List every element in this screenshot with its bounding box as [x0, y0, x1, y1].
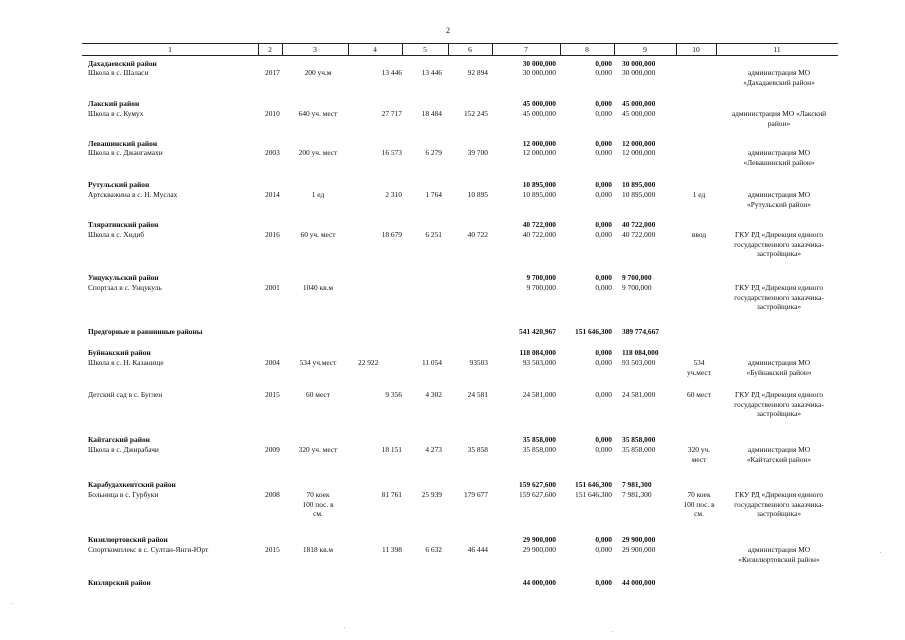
federal-funds-cell: 151 646,300	[575, 480, 612, 489]
district-name: Карабудахкентский район	[88, 480, 176, 489]
district-name: Буйнакский район	[88, 348, 151, 357]
page-number: 2	[446, 26, 450, 35]
table-header	[82, 44, 838, 55]
unit-cell: 320 уч. мест	[687, 445, 711, 464]
header-divider	[348, 44, 349, 56]
cost-cell-5: 18 484	[421, 109, 442, 118]
unit-cell: ввод	[691, 230, 707, 239]
district-name: Кайтагский район	[88, 435, 150, 444]
federal-funds-cell: 0,000	[595, 190, 612, 199]
total-cost-cell: 45 000,000	[522, 109, 556, 118]
regional-funds-cell: 24 581,000	[622, 390, 656, 399]
year-cell: 2014	[265, 190, 280, 199]
object-name: Школа в с. Н. Казанище	[88, 358, 164, 367]
cost-cell-6: 40 722	[467, 230, 488, 239]
capacity-cell: 70 коек 100 пос. в см.	[302, 490, 334, 518]
regional-funds-cell: 30 000,000	[622, 68, 656, 77]
object-name: Школа в с. Джирабачи	[88, 445, 159, 454]
total-cost-cell: 159 627,600	[519, 490, 556, 499]
column-header-5: 5	[423, 45, 427, 54]
total-cost-cell: 35 858,000	[522, 445, 556, 454]
header-divider	[282, 44, 283, 56]
total-cost-cell: 29 900,000	[522, 545, 556, 554]
responsible-cell: ГКУ РД «Дирекция единого государственного заказчика- застройщика»	[734, 490, 824, 518]
regional-funds-cell: 12 000,000	[622, 139, 656, 148]
district-name: Лакский район	[88, 99, 140, 108]
cost-cell-5: 1 764	[425, 190, 442, 199]
header-divider	[716, 44, 717, 56]
cost-cell-5: 6 632	[425, 545, 442, 554]
total-cost-cell: 30 000,000	[522, 59, 556, 68]
unit-cell: 70 коек 100 пос. в см.	[683, 490, 715, 518]
regional-funds-cell: 9 700,000	[622, 283, 652, 292]
column-header-10: 10	[692, 45, 700, 54]
federal-funds-cell: 151 646,300	[575, 327, 612, 336]
federal-funds-cell: 0,000	[595, 139, 612, 148]
object-name: Больница в с. Гурбуки	[88, 490, 159, 499]
responsible-cell: администрация МО «Кизилюртовский район»	[738, 545, 820, 564]
responsible-cell: администрация МО «Дахадаевский район»	[743, 68, 815, 87]
total-cost-cell: 12 000,000	[522, 148, 556, 157]
district-name: Кизилюртовский район	[88, 535, 168, 544]
scan-speck	[12, 603, 13, 604]
total-cost-cell: 44 000,000	[522, 578, 556, 587]
total-cost-cell: 29 900,000	[522, 535, 556, 544]
capacity-cell: 1818 кв.м	[302, 545, 334, 554]
regional-funds-cell: 9 700,000	[622, 273, 652, 282]
regional-funds-cell: 10 895,000	[622, 180, 656, 189]
federal-funds-cell: 0,000	[595, 283, 612, 292]
header-divider	[402, 44, 403, 56]
capacity-cell: 640 уч. мест	[298, 109, 338, 118]
total-cost-cell: 12 000,000	[522, 139, 556, 148]
total-cost-cell: 24 581,000	[522, 390, 556, 399]
total-cost-cell: 10 895,000	[522, 190, 556, 199]
column-header-7: 7	[524, 45, 528, 54]
header-divider	[560, 44, 561, 56]
year-cell: 2015	[265, 390, 280, 399]
district-name: Левашинский район	[88, 139, 158, 148]
federal-funds-cell: 0,000	[595, 220, 612, 229]
district-name: Унцукульский район	[88, 273, 159, 282]
column-header-6: 6	[468, 45, 472, 54]
district-name: Предгорные и равнинные районы	[88, 327, 203, 336]
scan-speck	[880, 552, 881, 553]
total-cost-cell: 541 420,967	[519, 327, 556, 336]
header-divider	[614, 44, 615, 56]
federal-funds-cell: 151 646,300	[575, 490, 612, 499]
cost-cell-6: 24 581	[467, 390, 488, 399]
federal-funds-cell: 0,000	[595, 180, 612, 189]
header-divider	[448, 44, 449, 56]
cost-cell-5: 4 273	[425, 445, 442, 454]
year-cell: 2001	[265, 283, 280, 292]
object-name: Школа в с. Шаласи	[88, 68, 149, 77]
federal-funds-cell: 0,000	[595, 348, 612, 357]
total-cost-cell: 118 084,000	[519, 348, 556, 357]
federal-funds-cell: 0,000	[595, 535, 612, 544]
regional-funds-cell: 40 722,000	[622, 220, 656, 229]
year-cell: 2010	[265, 109, 280, 118]
column-header-2: 2	[268, 45, 272, 54]
cost-cell-5: 25 939	[421, 490, 442, 499]
object-name: Спорткомплекс в с. Султан-Янги-Юрт	[88, 545, 209, 554]
capacity-cell: 60 мест	[306, 390, 330, 399]
federal-funds-cell: 0,000	[595, 358, 612, 367]
federal-funds-cell: 0,000	[595, 109, 612, 118]
capacity-cell: 320 уч. мест	[298, 445, 338, 454]
cost-cell-5: 6 279	[425, 148, 442, 157]
cost-cell-6: 93503	[469, 358, 488, 367]
capacity-cell: 200 уч.м	[304, 68, 332, 77]
regional-funds-cell: 29 900,000	[622, 535, 656, 544]
cost-cell-4: 18 679	[381, 230, 402, 239]
responsible-cell: администрация МО «Левашинский район»	[743, 148, 815, 167]
scan-speck	[344, 627, 345, 628]
header-divider	[492, 44, 493, 56]
federal-funds-cell: 0,000	[595, 545, 612, 554]
object-name: Спортзал в с. Унцукуль	[88, 283, 162, 292]
year-cell: 2017	[265, 68, 280, 77]
object-name: Артскважина в с. Н. Муслах	[88, 190, 178, 199]
responsible-cell: ГКУ РД «Дирекция единого государственного заказчика- застройщика»	[734, 230, 824, 258]
cost-cell-5: 13 446	[421, 68, 442, 77]
capacity-cell: 60 уч. мест	[300, 230, 336, 239]
responsible-cell: ГКУ РД «Дирекция единого государственного заказчика- застройщика»	[734, 283, 824, 311]
federal-funds-cell: 0,000	[595, 59, 612, 68]
object-name: Детский сад в с. Буглен	[88, 390, 163, 399]
cost-cell-5: 4 302	[425, 390, 442, 399]
federal-funds-cell: 0,000	[595, 230, 612, 239]
total-cost-cell: 40 722,000	[522, 230, 556, 239]
header-divider	[676, 44, 677, 56]
cost-cell-6: 179 677	[463, 490, 488, 499]
total-cost-cell: 10 895,000	[522, 180, 556, 189]
federal-funds-cell: 0,000	[595, 99, 612, 108]
total-cost-cell: 159 627,600	[519, 480, 556, 489]
district-name: Дахадаевский район	[88, 59, 157, 68]
regional-funds-cell: 118 084,000	[622, 348, 659, 357]
capacity-cell: 200 уч. мест	[298, 148, 338, 157]
regional-funds-cell: 45 000,000	[622, 109, 656, 118]
object-name: Школа в с. Джангамахи	[88, 148, 163, 157]
total-cost-cell: 30 000,000	[522, 68, 556, 77]
regional-funds-cell: 12 000,000	[622, 148, 656, 157]
cost-cell-6: 152 245	[463, 109, 488, 118]
cost-cell-6: 10 895	[467, 190, 488, 199]
cost-cell-4: 27 717	[381, 109, 402, 118]
cost-cell-4: 2 310	[385, 190, 402, 199]
regional-funds-cell: 29 900,000	[622, 545, 656, 554]
cost-cell-4: 81 761	[381, 490, 402, 499]
responsible-cell: администрация МО «Лакский район»	[731, 109, 827, 128]
federal-funds-cell: 0,000	[595, 445, 612, 454]
federal-funds-cell: 0,000	[595, 390, 612, 399]
responsible-cell: администрация МО «Рутульский район»	[747, 190, 811, 209]
responsible-cell: администрация МО «Кайтагский район»	[746, 445, 812, 464]
regional-funds-cell: 45 000,000	[622, 99, 656, 108]
capacity-cell: 1040 кв.м	[302, 283, 334, 292]
district-name: Рутульский район	[88, 180, 150, 189]
cost-cell-6: 92 894	[467, 68, 488, 77]
total-cost-cell: 45 000,000	[522, 99, 556, 108]
regional-funds-cell: 7 981,300	[622, 490, 652, 499]
column-header-3: 3	[313, 45, 317, 54]
column-header-9: 9	[643, 45, 647, 54]
total-cost-cell: 93 503,000	[522, 358, 556, 367]
year-cell: 2015	[265, 545, 280, 554]
regional-funds-cell: 44 000,000	[622, 578, 656, 587]
federal-funds-cell: 0,000	[595, 273, 612, 282]
total-cost-cell: 9 700,000	[526, 283, 556, 292]
column-header-1: 1	[168, 45, 172, 54]
regional-funds-cell: 40 722,000	[622, 230, 656, 239]
cost-cell-4: 22 922	[358, 358, 379, 367]
object-name: Школа в с. Хидиб	[88, 230, 145, 239]
regional-funds-cell: 35 858,000	[622, 435, 656, 444]
regional-funds-cell: 93 503,000	[622, 358, 656, 367]
cost-cell-4: 16 573	[381, 148, 402, 157]
capacity-cell: 534 уч.мест	[299, 358, 337, 367]
cost-cell-4: 11 398	[381, 545, 402, 554]
cost-cell-6: 46 444	[467, 545, 488, 554]
total-cost-cell: 40 722,000	[522, 220, 556, 229]
district-name: Кизлярский район	[88, 578, 151, 587]
scan-speck	[612, 631, 613, 632]
cost-cell-5: 11 054	[421, 358, 442, 367]
regional-funds-cell: 10 895,000	[622, 190, 656, 199]
cost-cell-5: 6 251	[425, 230, 442, 239]
total-cost-cell: 35 858,000	[522, 435, 556, 444]
year-cell: 2016	[265, 230, 280, 239]
column-header-4: 4	[373, 45, 377, 54]
regional-funds-cell: 35 858,000	[622, 445, 656, 454]
unit-cell: 60 мест	[687, 390, 711, 399]
header-divider	[258, 44, 259, 56]
regional-funds-cell: 7 981,300	[622, 480, 652, 489]
year-cell: 2008	[265, 490, 280, 499]
year-cell: 2004	[265, 358, 280, 367]
total-cost-cell: 9 700,000	[526, 273, 556, 282]
column-header-11: 11	[773, 45, 781, 54]
federal-funds-cell: 0,000	[595, 68, 612, 77]
capacity-cell: 1 ед	[311, 190, 325, 199]
federal-funds-cell: 0,000	[595, 435, 612, 444]
regional-funds-cell: 30 000,000	[622, 59, 656, 68]
unit-cell: 1 ед	[692, 190, 706, 199]
year-cell: 2009	[265, 445, 280, 454]
column-header-8: 8	[585, 45, 589, 54]
cost-cell-4: 18 151	[381, 445, 402, 454]
header-bottom-rule	[82, 55, 838, 56]
responsible-cell: ГКУ РД «Дирекция единого государственного заказчика- застройщика»	[734, 390, 824, 418]
year-cell: 2003	[265, 148, 280, 157]
federal-funds-cell: 0,000	[595, 578, 612, 587]
object-name: Школа в с. Кумух	[88, 109, 144, 118]
cost-cell-4: 9 356	[385, 390, 402, 399]
regional-funds-cell: 389 774,667	[622, 327, 659, 336]
federal-funds-cell: 0,000	[595, 148, 612, 157]
cost-cell-4: 13 446	[381, 68, 402, 77]
district-name: Тляратинский район	[88, 220, 159, 229]
responsible-cell: администрация МО «Буйнакский район»	[746, 358, 812, 377]
cost-cell-6: 35 858	[467, 445, 488, 454]
cost-cell-6: 39 700	[467, 148, 488, 157]
unit-cell: 534 уч.мест	[687, 358, 711, 377]
